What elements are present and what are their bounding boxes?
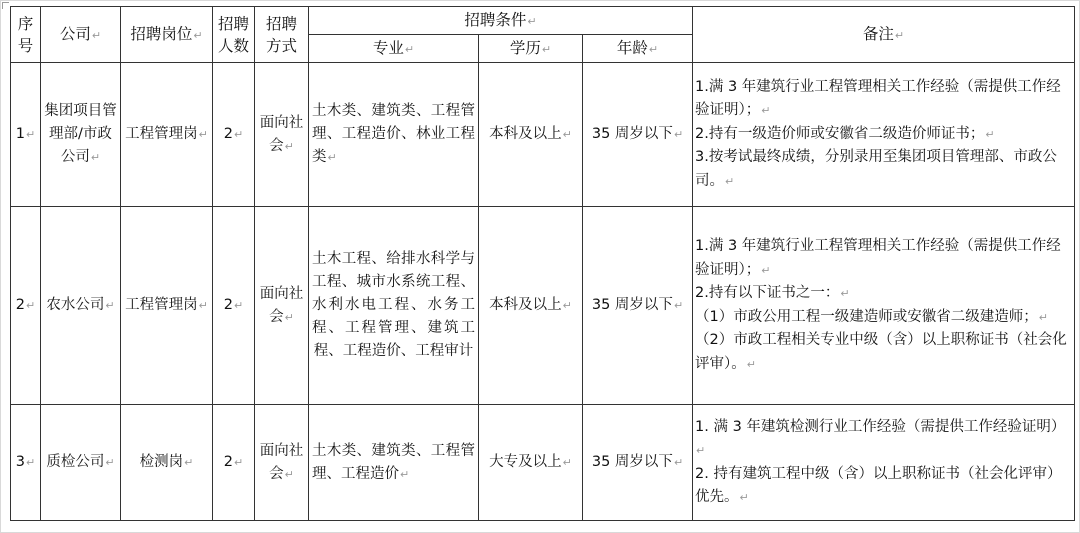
recruitment-table bbox=[10, 6, 1075, 521]
cell-major: 土木工程、给排水科学与工程、城市水系统工程、水利水电工程、水务工程、工程管理、建筑工程、工程造价、工程审计 bbox=[309, 207, 479, 405]
note-line: （1）市政公用工程一级建造师或安徽省二级建造师；↵ bbox=[695, 308, 1048, 325]
header-company: 公司↵ bbox=[41, 7, 121, 63]
cell-education: 大专及以上↵ bbox=[479, 405, 583, 521]
cell-count: 2↵ bbox=[213, 63, 255, 207]
note-line: （2）市政工程相关专业中级（含）以上职称证书（社会化评审）。↵ bbox=[695, 332, 1067, 372]
header-conditions: 招聘条件↵ bbox=[309, 7, 693, 35]
header-position: 招聘岗位↵ bbox=[121, 7, 213, 63]
cell-notes bbox=[693, 207, 1075, 405]
cell-education: 本科及以上↵ bbox=[479, 207, 583, 405]
header-age: 年龄↵ bbox=[583, 35, 693, 63]
cell-major: 土木类、建筑类、工程管理、工程造价↵ bbox=[309, 405, 479, 521]
cell-seq: 1↵ bbox=[11, 63, 41, 207]
cell-position: 工程管理岗↵ bbox=[121, 207, 213, 405]
header-major: 专业↵ bbox=[309, 35, 479, 63]
note-line: 2. 持有建筑工程中级（含）以上职称证书（社会化评审）优先。↵ bbox=[695, 465, 1062, 505]
header-education: 学历↵ bbox=[479, 35, 583, 63]
cell-age: 35 周岁以下↵ bbox=[583, 405, 693, 521]
cell-seq: 2↵ bbox=[11, 207, 41, 405]
table-row bbox=[11, 207, 1075, 405]
note-line: 2.持有以下证书之一：↵ bbox=[695, 285, 850, 301]
table-row bbox=[11, 63, 1075, 207]
note-line: 1.满 3 年建筑行业工程管理相关工作经验（需提供工作经验证明）；↵ bbox=[695, 78, 1061, 119]
cell-notes bbox=[693, 405, 1075, 521]
cell-method: 面向社会↵ bbox=[255, 63, 309, 207]
cell-count: 2↵ bbox=[213, 207, 255, 405]
note-line: 3.按考试最终成绩，分别录用至集团项目管理部、市政公司。↵ bbox=[695, 149, 1057, 189]
cell-count: 2↵ bbox=[213, 405, 255, 521]
cell-company: 质检公司↵ bbox=[41, 405, 121, 521]
cell-education: 本科及以上↵ bbox=[479, 63, 583, 207]
cell-position: 检测岗↵ bbox=[121, 405, 213, 521]
cell-method: 面向社会↵ bbox=[255, 405, 309, 521]
header-method: 招聘 方式 bbox=[255, 7, 309, 63]
table-row bbox=[11, 405, 1075, 521]
note-line: 2.持有一级造价师或安徽省二级造价师证书；↵ bbox=[695, 125, 995, 142]
cell-age: 35 周岁以下↵ bbox=[583, 207, 693, 405]
cell-company: 农水公司↵ bbox=[41, 207, 121, 405]
cell-notes bbox=[693, 63, 1075, 207]
note-line: 1. 满 3 年建筑检测行业工作经验（需提供工作经验证明）↵ bbox=[695, 418, 1066, 457]
header-seq: 序 号 bbox=[11, 7, 41, 63]
note-line: 1.满 3 年建筑行业工程管理相关工作经验（需提供工作经验证明）；↵ bbox=[695, 238, 1061, 278]
cell-method: 面向社会↵ bbox=[255, 207, 309, 405]
cell-position: 工程管理岗↵ bbox=[121, 63, 213, 207]
cell-company: 集团项目管理部/市政公司↵ bbox=[41, 63, 121, 207]
cell-age: 35 周岁以下↵ bbox=[583, 63, 693, 207]
header-notes: 备注↵ bbox=[693, 7, 1075, 63]
cell-major: 土木类、建筑类、工程管理、工程造价、林业工程类↵ bbox=[309, 63, 479, 207]
cell-seq: 3↵ bbox=[11, 405, 41, 521]
header-row bbox=[11, 7, 1075, 35]
header-count: 招聘 人数 bbox=[213, 7, 255, 63]
page-corner-mark bbox=[2, 2, 9, 9]
